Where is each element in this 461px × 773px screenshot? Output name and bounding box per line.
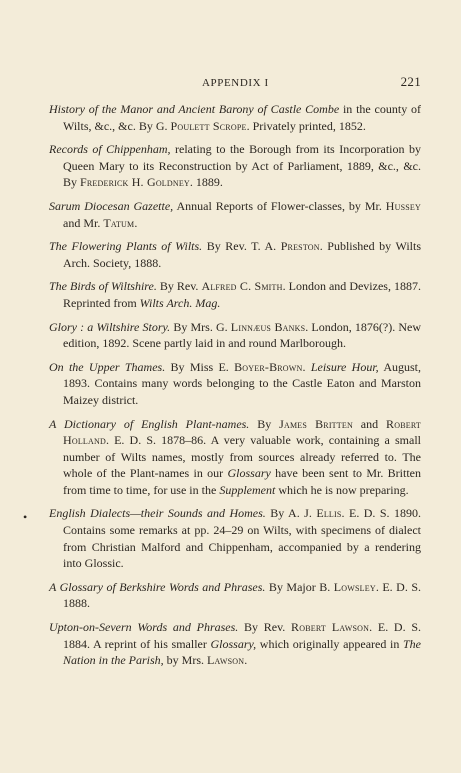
entry-author: Alfred C. Smith xyxy=(201,279,283,294)
entry-author: Tatum xyxy=(103,215,135,230)
entry-author: Hussey xyxy=(385,198,421,213)
running-title: APPENDIX I xyxy=(202,77,269,89)
entry-text: . London, 1876(?). New edition, 1892. Scene partly laid in and round Marlborough. xyxy=(63,319,421,351)
entry-title: English Dialects—their Sounds and Homes. xyxy=(49,506,266,521)
entry-text: . Privately printed, 1852. xyxy=(246,118,366,133)
entry-source: Glossary xyxy=(227,466,271,481)
entry-text: which originally appeared in xyxy=(256,636,403,651)
bibliography-entry xyxy=(49,278,421,311)
entry-text: . 1889. xyxy=(189,175,223,190)
bibliography-entry xyxy=(23,505,422,571)
entry-text: By A. J. xyxy=(265,506,317,521)
entry-title: The Birds of Wiltshire. xyxy=(49,279,157,294)
entry-text: and Mr. xyxy=(63,215,104,230)
entry-text: By xyxy=(249,416,280,431)
entry-author: Preston xyxy=(280,239,320,254)
bibliography-entry xyxy=(49,238,421,271)
entry-text: . London and Devizes, 1887. Reprinted from xyxy=(63,279,421,310)
entry-text: . E. D. S. 1878–86. A very valuable work, containing a small number of Wilts names, mostly from sources already referred to. The whole of the Plant-names in our xyxy=(63,433,421,481)
entry-author: Robert Holland xyxy=(63,416,421,448)
entry-text: in the county of Wilts, &c., &c. By G. xyxy=(63,102,421,133)
entry-title: A Dictionary of English Plant-names. xyxy=(49,416,250,431)
entry-author: Lowsley xyxy=(333,579,376,594)
bibliography-entry xyxy=(49,359,421,409)
entry-source: Glossary, xyxy=(210,636,257,651)
entry-text: . Published by Wilts Arch. Society, 1888. xyxy=(63,239,422,270)
entry-text: . E. D. S. 1884. A reprint of his smaller xyxy=(63,620,421,651)
entry-title: Sarum Diocesan Gazette, xyxy=(49,198,174,213)
page-number: 221 xyxy=(400,74,421,89)
entry-title: Upton-on-Severn Words and Phrases. xyxy=(49,620,239,635)
entry-title: On the Upper Thames. xyxy=(49,359,166,374)
entry-text: which he is now preparing. xyxy=(275,482,409,497)
entry-text: relating to the Borough from its Incorporation by Queen Mary to its Reconstruction by Act of Parliament, 1889, &c., &c. By xyxy=(63,142,421,190)
entry-text: Annual Reports of Flower-classes, by Mr. xyxy=(173,198,386,213)
entry-title: Records of Chippenham, xyxy=(49,142,171,157)
entry-author: Boyer-Brown xyxy=(234,359,303,374)
entry-text: August, 1893. Contains many words belonging to the Castle Eaton and Marston Maizey district. xyxy=(63,359,421,407)
bibliography-entry xyxy=(49,319,421,352)
entry-title: History of the Manor and Ancient Barony of Castle Combe xyxy=(49,102,340,116)
entry-text: have been sent to Mr. Britten from time to time, for use in the xyxy=(63,466,421,497)
entry-text: and xyxy=(352,416,387,431)
entry-text: By Miss E. xyxy=(165,359,235,374)
entry-author: Frederick H. Goldney xyxy=(80,175,190,190)
entry-author: Robert Lawson xyxy=(291,620,370,635)
entry-author: James Britten xyxy=(279,416,353,431)
entry-title: A Glossary of Berkshire Words and Phrases. xyxy=(49,579,266,594)
entry-text: . E. D. S. 1890. Contains some remarks at pp. 24–29 on Wilts, with specimens of dialect from Christian Malford and Chippenham, accompanied by a rendering into Glossic. xyxy=(63,506,422,571)
entry-text: By Rev. xyxy=(238,620,292,635)
bibliography-entry xyxy=(49,141,421,191)
entry-source: The Nation in the Parish, xyxy=(63,636,421,668)
entry-author: Lawson xyxy=(207,653,245,668)
entry-text: . xyxy=(134,215,138,230)
entry-text: By Rev. xyxy=(156,279,202,294)
entry-text: . xyxy=(302,359,311,374)
entry-author: Poulett Scrope xyxy=(170,118,247,133)
entry-title: The Flowering Plants of Wilts. xyxy=(49,239,203,254)
entry-source: Supplement xyxy=(219,482,276,497)
bibliography-entry xyxy=(49,579,421,612)
bibliography-entry xyxy=(49,619,421,669)
entry-source: Leisure Hour, xyxy=(310,359,379,374)
running-header xyxy=(49,74,421,90)
bibliography-entry xyxy=(49,101,421,134)
bibliography-entry xyxy=(49,198,421,231)
entry-text: by Mrs. xyxy=(163,653,208,668)
entry-title: Glory : a Wiltshire Story. xyxy=(49,319,171,334)
entry-author: Linnæus Banks xyxy=(230,319,306,334)
bibliography-entry xyxy=(49,416,421,499)
entry-text: By Rev. T. A. xyxy=(202,239,281,254)
entry-text: By Major B. xyxy=(265,579,334,594)
entry-text: By Mrs. G. xyxy=(170,319,231,334)
entry-text: . xyxy=(244,653,248,668)
entry-source: Wilts Arch. Mag. xyxy=(139,295,221,310)
entry-text: . E. D. S. 1888. xyxy=(63,579,421,611)
entry-author: Ellis xyxy=(316,506,342,521)
margin-mark: • xyxy=(23,510,28,525)
